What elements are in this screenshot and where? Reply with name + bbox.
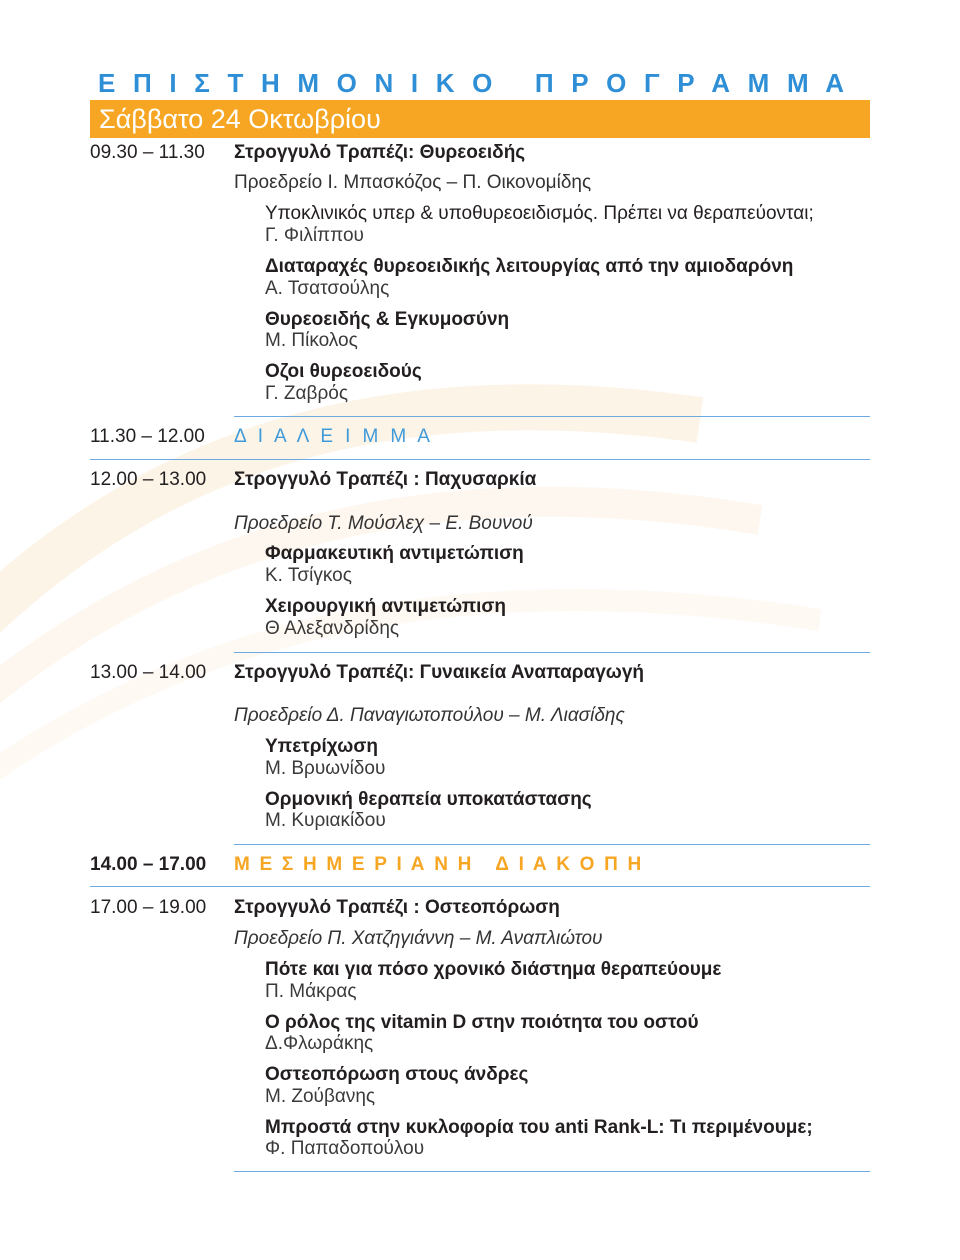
talk-speaker: Μ. Πίκολος [265, 330, 358, 351]
session-title: Στρογγυλό Τραπέζι : Οστεοπόρωση [234, 897, 560, 918]
talk-title: Ο ρόλος της vitamin D στην ποιότητα του οστού [265, 1012, 699, 1033]
day-banner [90, 100, 870, 138]
session-time: 13.00 – 14.00 [90, 662, 207, 683]
break-label: Δ Ι Α Λ Ε Ι Μ Μ Α [234, 426, 434, 447]
day-banner-label: Σάββατο 24 Οκτωβρίου [99, 104, 381, 134]
talk-title: Υπετρίχωση [265, 736, 378, 757]
talk-speaker: Γ. Ζαβρός [265, 383, 348, 404]
session-chairs: Προεδρείο Π. Χατζηγιάννη – Μ. Αναπλιώτου [234, 928, 603, 949]
talk-title: Φαρμακευτική αντιμετώπιση [265, 543, 524, 564]
divider-line [234, 416, 870, 417]
talk-title: Οζοι θυρεοειδούς [265, 361, 422, 382]
session-title: Στρογγυλό Τραπέζι: Θυρεοειδής [234, 142, 526, 163]
session-chairs: Προεδρείο Ι. Μπασκόζος – Π. Οικονομίδης [234, 172, 592, 193]
talk-speaker: Π. Μάκρας [265, 981, 357, 1002]
session-time: 14.00 – 17.00 [90, 854, 207, 875]
session-title: Στρογγυλό Τραπέζι : Παχυσαρκία [234, 469, 537, 490]
session-chairs: Προεδρείο Δ. Παναγιωτοπούλου – Μ. Λιασίδης [234, 705, 625, 726]
session-time: 12.00 – 13.00 [90, 469, 207, 490]
divider-line [234, 652, 870, 653]
talk-title: Υποκλινικός υπερ & υποθυρεοειδισμός. Πρέπει να θεραπεύονται; [265, 203, 814, 224]
talk-speaker: Μ. Βρυωνίδου [265, 758, 386, 779]
program-title: Ε Π Ι Σ Τ Η Μ Ο Ν Ι Κ Ο Π Ρ Ο Γ Ρ Α Μ Μ Α [98, 68, 850, 98]
break-label: Μ Ε Σ Η Μ Ε Ρ Ι Α Ν Η Δ Ι Α Κ Ο Π Η [234, 854, 644, 875]
talk-speaker: Κ. Τσίγκος [265, 565, 352, 586]
session-time: 11.30 – 12.00 [90, 426, 205, 447]
session-title: Στρογγυλό Τραπέζι: Γυναικεία Αναπαραγωγή [234, 662, 645, 683]
talk-speaker: Φ. Παπαδοπούλου [265, 1138, 425, 1159]
talk-title: Θυρεοειδής & Εγκυμοσύνη [265, 309, 510, 330]
talk-speaker: Α. Τσατσούλης [265, 278, 390, 299]
talk-title: Πότε και για πόσο χρονικό διάστημα θεραπεύουμε [265, 959, 722, 980]
session-time: 17.00 – 19.00 [90, 897, 207, 918]
talk-title: Χειρουργική αντιμετώπιση [265, 596, 507, 617]
talk-title: Ορμονική θεραπεία υποκατάστασης [265, 789, 592, 810]
talk-speaker: Μ. Ζούβανης [265, 1086, 376, 1107]
session-time: 09.30 – 11.30 [90, 142, 205, 163]
divider-line [234, 1171, 870, 1172]
talk-title: Οστεοπόρωση στους άνδρες [265, 1064, 529, 1085]
divider-line [90, 886, 870, 887]
divider-line [90, 459, 870, 460]
divider-line [234, 844, 870, 845]
talk-speaker: Δ.Φλωράκης [265, 1033, 374, 1054]
session-chairs: Προεδρείο Τ. Μούσλεχ – Ε. Βουνού [234, 513, 533, 534]
talk-title: Μπροστά στην κυκλοφορία του anti Rank-L: Τι περιμένουμε; [265, 1117, 813, 1138]
talk-speaker: Μ. Κυριακίδου [265, 810, 386, 831]
talk-speaker: Θ Αλεξανδρίδης [265, 618, 400, 639]
talk-speaker: Γ. Φιλίππου [265, 225, 364, 246]
talk-title: Διαταραχές θυρεοειδικής λειτουργίας από την αμιοδαρόνη [265, 256, 794, 277]
